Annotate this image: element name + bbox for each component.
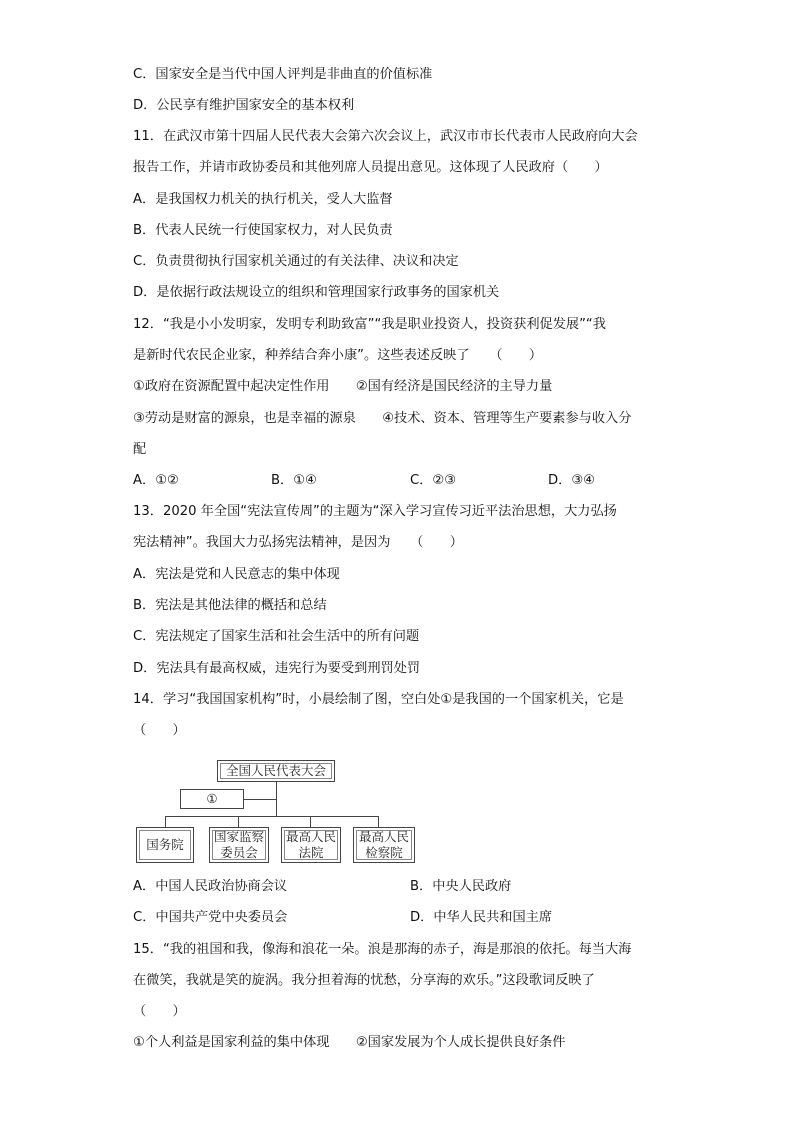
supreme-court-box <box>281 827 341 863</box>
q13-option-d: D．宪法具有最高权威，违宪行为要受到刑罚处罚 <box>133 661 421 676</box>
connector-line <box>238 816 239 827</box>
q12-option-c: C．②③ <box>410 473 457 488</box>
q11-option-d: D．是依据行政法规设立的组织和管理国家行政事务的国家机关 <box>133 285 500 300</box>
q12-stem-line1: 12．“我是小小发明家，发明专利助致富”“我是职业投资人，投资获利促发展”“我 <box>133 317 606 332</box>
q14-option-c: C．中国共产党中央委员会 <box>133 910 288 925</box>
q15-statement-line1: ①个人利益是国家利益的集中体现 ②国家发展为个人成长提供良好条件 <box>133 1035 566 1050</box>
box-label: 委员会 <box>220 845 258 860</box>
q13-option-c: C．宪法规定了国家生活和社会生活中的所有问题 <box>133 629 420 644</box>
q10-option-c: C．国家安全是当代中国人评判是非曲直的价值标准 <box>133 67 433 82</box>
state-organs-diagram <box>135 755 420 867</box>
npc-box: 全国人民代表大会 <box>217 760 335 782</box>
q15-stem-line2: 在微笑，我就是笑的旋涡。我分担着海的忧愁，分享海的欢乐。”这段歌词反映了 <box>133 973 595 988</box>
supreme-procuratorate-box <box>353 827 415 863</box>
box-label: 法院 <box>298 845 324 860</box>
q14-option-d: D．中华人民共和国主席 <box>410 910 553 925</box>
q12-option-a: A．①② <box>133 473 179 488</box>
connector-line <box>378 816 379 827</box>
q12-statement-line3: 配 <box>133 442 147 457</box>
box-label: 国家监察 <box>213 829 264 844</box>
q13-stem-line1: 13．2020 年全国“宪法宣传周”的主题为“深入学习宣传习近平法治思想，大力弘扬 <box>133 504 617 519</box>
box-label: 最高人民 <box>358 829 409 844</box>
connector-line <box>165 816 378 817</box>
connector-line <box>276 782 277 816</box>
box-label: 检察院 <box>365 845 403 860</box>
q14-stem-line1: 14．学习“我国国家机构”时，小晨绘制了图，空白处①是我国的一个国家机关，它是 <box>133 692 624 707</box>
state-council-box: 国务院 <box>136 827 194 863</box>
q11-stem-line1: 11．在武汉市第十四届人民代表大会第六次会议上，武汉市市长代表市人民政府向大会 <box>133 129 638 144</box>
blank-organ-box: ① <box>180 789 244 809</box>
q12-statement-line2: ③劳动是财富的源泉，也是幸福的源泉 ④技术、资本、管理等生产要素参与收入分 <box>133 411 632 426</box>
q11-option-a: A．是我国权力机关的执行机关，受人大监督 <box>133 192 393 207</box>
q13-stem-line2: 宪法精神”。我国大力弘扬宪法精神，是因为 （ ） <box>133 535 463 550</box>
supervisory-commission-box <box>209 827 269 863</box>
q10-option-d: D．公民享有维护国家安全的基本权利 <box>133 98 355 113</box>
q15-stem-line1: 15．“我的祖国和我，像海和浪花一朵。浪是那海的赤子，海是那浪的依托。每当大海 <box>133 942 632 957</box>
connector-line <box>310 816 311 827</box>
q11-option-c: C．负责贯彻执行国家机关通过的有关法律、决议和决定 <box>133 254 459 269</box>
q11-stem-line2: 报告工作，并请市政协委员和其他列席人员提出意见。这体现了人民政府（ ） <box>133 160 608 175</box>
connector-line <box>244 799 276 800</box>
q13-option-b: B．宪法是其他法律的概括和总结 <box>133 598 327 613</box>
q11-option-b: B．代表人民统一行使国家权力，对人民负责 <box>133 223 393 238</box>
q12-statement-line1: ①政府在资源配置中起决定性作用 ②国有经济是国民经济的主导力量 <box>133 379 553 394</box>
box-label: 最高人民 <box>285 829 336 844</box>
q14-option-a: A．中国人民政治协商会议 <box>133 879 288 894</box>
q14-option-b: B．中央人民政府 <box>410 879 512 894</box>
q12-option-b: B．①④ <box>271 473 317 488</box>
q14-stem-line2: （ ） <box>133 723 186 738</box>
q12-option-d: D．③④ <box>548 473 595 488</box>
q15-stem-line3: （ ） <box>133 1004 186 1019</box>
q13-option-a: A．宪法是党和人民意志的集中体现 <box>133 567 340 582</box>
q12-stem-line2: 是新时代农民企业家，种养结合奔小康”。这些表述反映了 （ ） <box>133 348 543 363</box>
connector-line <box>165 816 166 827</box>
